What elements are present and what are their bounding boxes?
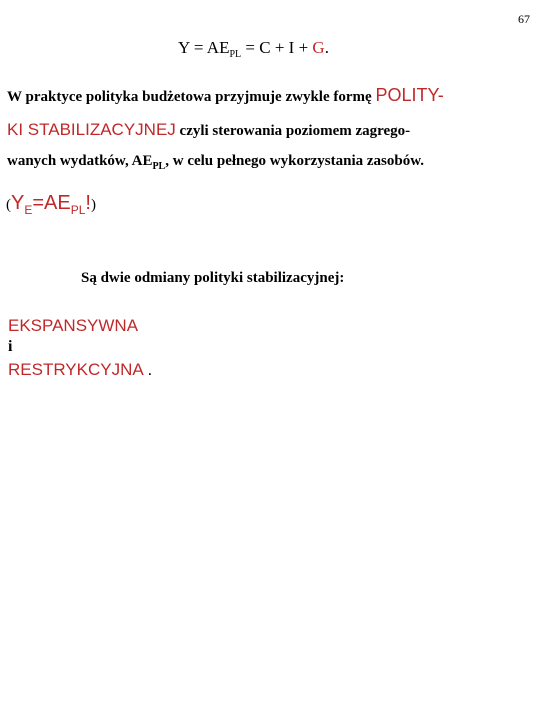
policy-type-restrictive-line (8, 360, 152, 380)
formula-g: G (312, 38, 325, 57)
formula-subscript: PL (229, 49, 242, 60)
paragraph-line-2 (7, 120, 410, 140)
condition-ae: =AE (32, 192, 71, 214)
page-number: 67 (518, 12, 530, 26)
paragraph-line-2-text: czyli sterowania poziomem zagrego- (175, 123, 411, 139)
paragraph-line-2-highlight: KI STABILIZACYJNEJ (7, 120, 176, 139)
paragraph-line-3-text-b: , w celu pełnego wykorzystania zasobów. (165, 153, 424, 169)
formula-aggregate-expenditure (178, 38, 329, 60)
condition-open: ( (6, 197, 11, 213)
formula-y: Y (178, 38, 190, 57)
condition-y: Y (11, 192, 25, 214)
paragraph-line-1 (7, 85, 444, 106)
policy-types-intro: Są dwie odmiany polityki stabilizacyjnej: (81, 270, 345, 286)
policy-type-restrictive: RESTRYKCYJNA (8, 360, 143, 379)
equilibrium-condition (6, 192, 96, 217)
paragraph-line-3 (7, 153, 424, 172)
policy-type-restrictive-end: . (142, 360, 153, 379)
condition-sub-e: E (24, 203, 33, 217)
formula-rest: = C + I + (241, 38, 313, 57)
paragraph-line-1-text: W praktyce polityka budżetowa przyjmuje zwykle formę (7, 89, 376, 105)
paragraph-line-3-subscript: PL (152, 161, 166, 172)
condition-close: ) (90, 197, 96, 213)
formula-end: . (324, 38, 329, 57)
paragraph-line-3-text-a: wanych wydatków, AE (7, 153, 153, 169)
policy-type-expansive: EKSPANSYWNA (8, 316, 139, 335)
condition-bang: ! (85, 192, 91, 214)
paragraph-line-1-highlight: POLITY- (375, 85, 444, 105)
formula-ae: = AE (189, 38, 230, 57)
policy-type-conjunction: i (8, 338, 13, 355)
condition-sub-pl: PL (70, 203, 86, 217)
